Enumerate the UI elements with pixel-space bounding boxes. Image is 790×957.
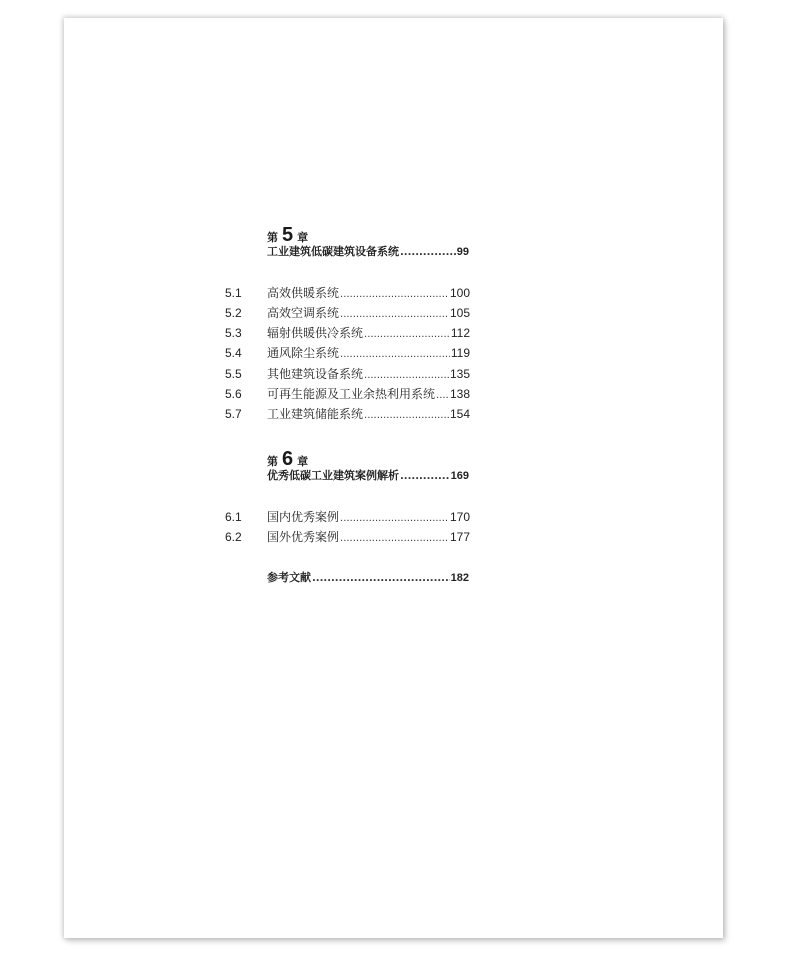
toc-entry-5-1[interactable]: [225, 285, 470, 301]
section-title: 通风除尘系统: [267, 346, 340, 360]
section-title: 其他建筑设备系统: [267, 367, 364, 381]
chapter-5-title-entry[interactable]: [267, 244, 469, 260]
page-number: 105: [449, 306, 470, 320]
section-number: 5.6: [225, 387, 242, 401]
chapter-6-heading: [267, 448, 308, 470]
leader-dots: [340, 287, 449, 303]
page-number: 154: [449, 407, 470, 421]
chapter-suffix: 章: [297, 231, 309, 244]
section-title: 辐射供暖供冷系统: [267, 326, 364, 340]
section-number: 5.7: [225, 407, 242, 421]
chapter-6-title-entry[interactable]: [267, 468, 469, 484]
references-entry[interactable]: [267, 570, 469, 586]
references-title: 参考文献: [267, 571, 311, 584]
toc-entry-6-2[interactable]: [225, 529, 470, 545]
leader-dots: [364, 368, 449, 384]
chapter-5-heading: [267, 224, 308, 246]
leader-dots: [400, 469, 450, 485]
leader-dots: [340, 531, 449, 547]
section-number: 5.4: [225, 346, 242, 360]
toc-entry-5-2[interactable]: [225, 305, 470, 321]
section-title: 国外优秀案例: [267, 530, 340, 544]
leader-dots: [364, 408, 449, 424]
chapter-prefix: 第: [267, 231, 278, 244]
chapter-number: 5: [282, 224, 294, 246]
toc-entry-5-4[interactable]: [225, 345, 470, 361]
leader-dots: [400, 245, 456, 261]
leader-dots: [364, 327, 450, 343]
section-number: 6.2: [225, 530, 242, 544]
section-number: 5.3: [225, 326, 242, 340]
page-number: 119: [450, 346, 470, 360]
section-title: 工业建筑储能系统: [267, 407, 364, 421]
toc-entry-5-3[interactable]: [225, 325, 470, 341]
leader-dots: [340, 347, 450, 363]
leader-dots: [312, 571, 450, 587]
page-number: 99: [456, 246, 469, 258]
section-title: 高效供暖系统: [267, 286, 340, 300]
section-number: 5.5: [225, 367, 242, 381]
leader-dots: [340, 307, 449, 323]
section-title: 国内优秀案例: [267, 510, 340, 524]
toc-entry-5-6[interactable]: [225, 386, 470, 402]
chapter-prefix: 第: [267, 455, 278, 468]
chapter-number: 6: [282, 448, 294, 470]
page-number: 182: [450, 572, 469, 584]
toc-entry-5-5[interactable]: [225, 366, 470, 382]
page-number: 138: [449, 387, 470, 401]
section-number: 6.1: [225, 510, 242, 524]
page-number: 177: [449, 530, 470, 544]
chapter-suffix: 章: [297, 455, 309, 468]
chapter-title: 工业建筑低碳建筑设备系统: [267, 245, 399, 258]
page-number: 170: [449, 510, 470, 524]
leader-dots: [436, 388, 449, 404]
page-number: 100: [449, 286, 470, 300]
section-number: 5.1: [225, 286, 242, 300]
toc-entry-5-7[interactable]: [225, 406, 470, 422]
section-title: 高效空调系统: [267, 306, 340, 320]
page-number: 112: [450, 326, 470, 340]
leader-dots: [340, 511, 449, 527]
chapter-title: 优秀低碳工业建筑案例解析: [267, 469, 399, 482]
section-title: 可再生能源及工业余热利用系统: [267, 387, 436, 401]
page-number: 135: [449, 367, 470, 381]
toc-entry-6-1[interactable]: [225, 509, 470, 525]
page-number: 169: [450, 470, 469, 482]
section-number: 5.2: [225, 306, 242, 320]
